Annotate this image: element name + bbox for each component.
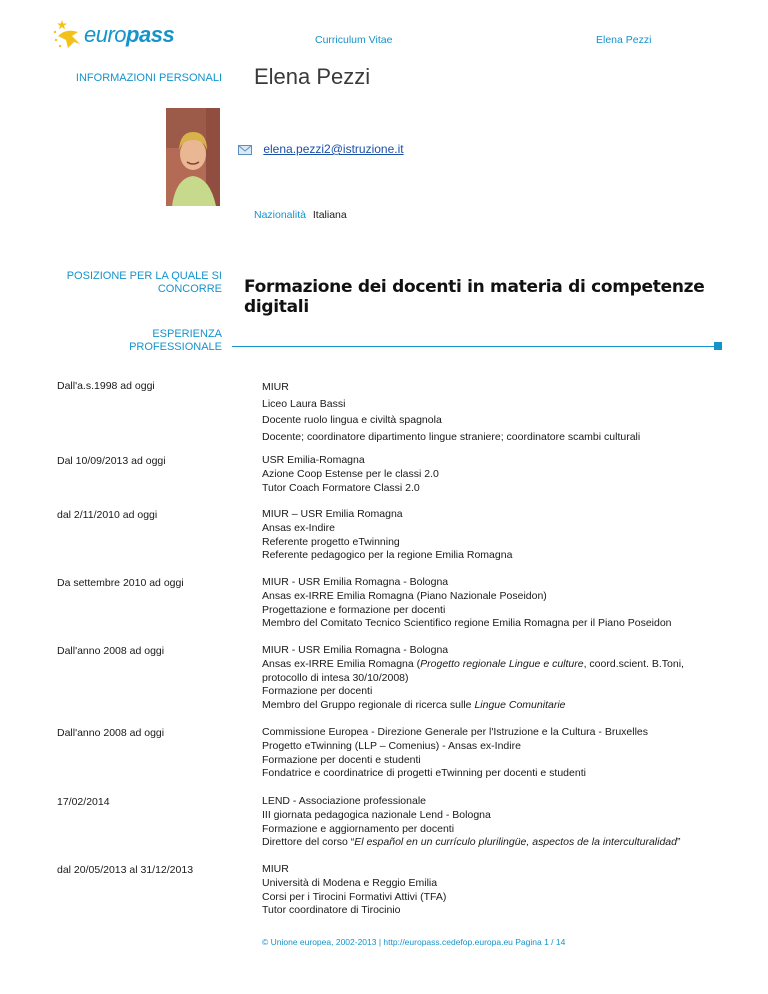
section-label-personal: INFORMAZIONI PERSONALI	[75, 72, 222, 84]
section-label-position-line1: POSIZIONE PER LA QUALE SI	[66, 270, 222, 282]
profile-photo	[166, 108, 220, 206]
entry-line: Tutor Coach Formatore Classi 2.0	[262, 481, 420, 494]
entry-line: Ansas ex-IRRE Emilia Romagna (Piano Nazionale Poseidon)	[262, 589, 547, 602]
header-cv-label: Curriculum Vitae	[315, 34, 393, 46]
page-footer: © Unione europea, 2002-2013 | http://europass.cedefop.europa.eu Pagina 1 / 14	[262, 937, 566, 947]
entry-details	[262, 726, 702, 781]
entry-line: LEND - Associazione professionale	[262, 795, 427, 807]
email-link[interactable]: elena.pezzi2@istruzione.it	[263, 142, 404, 156]
entry-line: Azione Coop Estense per le classi 2.0	[262, 467, 439, 480]
entry-line: Formazione per docenti e studenti	[262, 753, 421, 766]
entry-line: Commissione Europea - Direzione Generale per l'Istruzione e la Cultura - Bruxelles	[262, 726, 649, 738]
entry-line: Formazione per docenti	[262, 685, 373, 698]
section-label-experience-line1: ESPERIENZA	[152, 328, 222, 340]
entry-date: Dall'anno 2008 ad oggi	[57, 727, 165, 739]
entry-line: MIUR	[262, 863, 289, 875]
position-title: Formazione dei docenti in materia di competenze digitali	[244, 277, 705, 317]
entry-line: Ansas ex-IRRE Emilia Romagna (Progetto regionale Lingue e culture, coord.scient. B.Toni,	[262, 657, 684, 670]
entry-details	[262, 508, 702, 563]
entry-line: MIUR - USR Emilia Romagna - Bologna	[262, 576, 449, 588]
email-row	[238, 142, 404, 156]
entry-line: Membro del Gruppo regionale di ricerca sulle Lingue Comunitarie	[262, 699, 566, 712]
entry-details	[262, 863, 702, 918]
europass-star-figure-icon	[52, 18, 86, 52]
entry-line: MIUR - USR Emilia Romagna - Bologna	[262, 644, 449, 656]
entry-line: Corsi per i Tirocini Formativi Attivi (TFA)	[262, 890, 447, 903]
entry-line: Fondatrice e coordinatrice di progetti eTwinning per docenti e studenti	[262, 767, 586, 780]
section-label-position	[67, 270, 222, 296]
entry-details	[262, 644, 702, 713]
entry-line: Progetto eTwinning (LLP – Comenius) - Ansas ex-Indire	[262, 739, 521, 752]
entry-line: protocollo di intesa 30/10/2008)	[262, 671, 409, 684]
full-name: Elena Pezzi	[254, 64, 371, 89]
entry-line: Liceo Laura Bassi	[262, 397, 346, 410]
nationality-value: Italiana	[312, 209, 347, 221]
entry-line: Progettazione e formazione per docenti	[262, 603, 446, 616]
entry-line: Formazione e aggiornamento per docenti	[262, 822, 455, 835]
section-label-experience-line2: PROFESSIONALE	[129, 341, 222, 353]
europass-logo	[52, 18, 175, 54]
entry-details	[262, 379, 702, 445]
entry-line: Direttore del corso “El español en un currículo plurilingüe, aspectos de la interculturalidad”	[262, 836, 681, 849]
entry-line: Università di Modena e Reggio Emilia	[262, 876, 438, 889]
entry-line: Membro del Comitato Tecnico Scientifico regione Emilia Romagna per il Piano Poseidon	[262, 617, 672, 630]
header-name: Elena Pezzi	[596, 34, 652, 46]
logo-wordmark: europass	[84, 22, 175, 47]
entry-line: III giornata pedagogica nazionale Lend - Bologna	[262, 808, 491, 821]
entry-date: 17/02/2014	[57, 796, 110, 808]
entry-date: Dall'a.s.1998 ad oggi	[57, 380, 155, 392]
entry-details	[262, 795, 702, 850]
nationality-row	[254, 209, 347, 221]
section-divider-marker	[714, 342, 722, 350]
entry-line: Docente; coordinatore dipartimento lingue straniere; coordinatore scambi culturali	[262, 430, 641, 443]
envelope-icon	[238, 145, 252, 155]
entry-date: Dal 10/09/2013 ad oggi	[57, 455, 166, 467]
entry-line: Referente pedagogico per la regione Emilia Romagna	[262, 549, 513, 562]
entry-line: Ansas ex-Indire	[262, 521, 335, 534]
entry-date: Da settembre 2010 ad oggi	[57, 577, 184, 589]
entry-line: USR Emilia-Romagna	[262, 454, 365, 466]
nationality-label: Nazionalità	[254, 209, 306, 221]
entry-line: MIUR – USR Emilia Romagna	[262, 508, 403, 520]
section-label-experience	[129, 328, 222, 354]
entry-line: Tutor coordinatore di Tirocinio	[262, 904, 401, 917]
entry-date: Dall'anno 2008 ad oggi	[57, 645, 165, 657]
entry-date: dal 20/05/2013 al 31/12/2013	[57, 864, 194, 876]
entry-line: Docente ruolo lingua e civiltà spagnola	[262, 414, 442, 426]
entry-line: MIUR	[262, 381, 289, 393]
entry-details	[262, 454, 702, 495]
entry-date: dal 2/11/2010 ad oggi	[57, 509, 158, 521]
section-divider	[232, 346, 714, 347]
section-label-position-line2: CONCORRE	[157, 283, 222, 295]
entry-line: Referente progetto eTwinning	[262, 535, 400, 548]
entry-details	[262, 576, 702, 631]
